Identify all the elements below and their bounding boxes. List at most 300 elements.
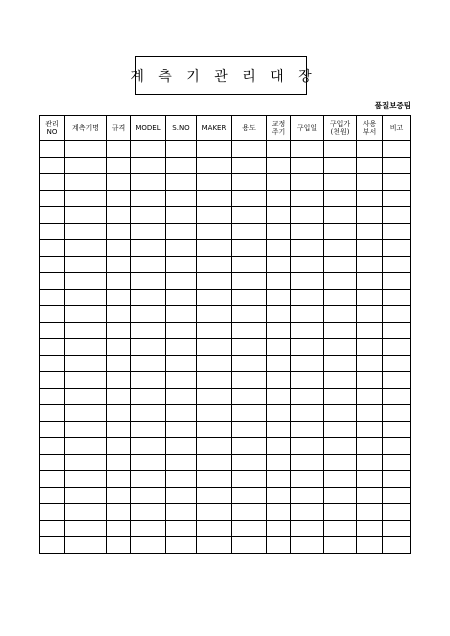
table-cell[interactable]: [166, 438, 197, 455]
table-cell[interactable]: [383, 388, 411, 405]
table-cell[interactable]: [232, 273, 267, 290]
table-cell[interactable]: [291, 438, 324, 455]
table-cell[interactable]: [232, 157, 267, 174]
table-cell[interactable]: [291, 306, 324, 323]
table-cell[interactable]: [383, 141, 411, 158]
table-cell[interactable]: [197, 223, 232, 240]
table-cell[interactable]: [197, 306, 232, 323]
table-cell[interactable]: [291, 240, 324, 257]
table-cell[interactable]: [40, 157, 65, 174]
table-cell[interactable]: [383, 174, 411, 191]
table-cell[interactable]: [131, 487, 166, 504]
table-cell[interactable]: [40, 421, 65, 438]
table-cell[interactable]: [383, 355, 411, 372]
table-cell[interactable]: [291, 372, 324, 389]
table-cell[interactable]: [65, 190, 107, 207]
table-cell[interactable]: [166, 405, 197, 422]
table-cell[interactable]: [166, 190, 197, 207]
table-cell[interactable]: [197, 454, 232, 471]
table-cell[interactable]: [324, 306, 357, 323]
table-cell[interactable]: [383, 438, 411, 455]
table-cell[interactable]: [291, 223, 324, 240]
table-cell[interactable]: [324, 355, 357, 372]
table-cell[interactable]: [40, 454, 65, 471]
table-cell[interactable]: [324, 207, 357, 224]
table-cell[interactable]: [291, 454, 324, 471]
table-cell[interactable]: [107, 438, 131, 455]
table-cell[interactable]: [40, 438, 65, 455]
table-cell[interactable]: [383, 240, 411, 257]
table-cell[interactable]: [383, 487, 411, 504]
table-cell[interactable]: [324, 289, 357, 306]
table-cell[interactable]: [267, 240, 291, 257]
table-cell[interactable]: [166, 322, 197, 339]
table-cell[interactable]: [357, 487, 383, 504]
table-cell[interactable]: [166, 157, 197, 174]
table-cell[interactable]: [40, 207, 65, 224]
table-cell[interactable]: [291, 207, 324, 224]
table-cell[interactable]: [357, 273, 383, 290]
table-cell[interactable]: [65, 520, 107, 537]
table-cell[interactable]: [324, 190, 357, 207]
table-cell[interactable]: [357, 438, 383, 455]
table-cell[interactable]: [40, 339, 65, 356]
table-cell[interactable]: [357, 454, 383, 471]
table-cell[interactable]: [65, 273, 107, 290]
table-cell[interactable]: [197, 289, 232, 306]
table-cell[interactable]: [166, 520, 197, 537]
table-cell[interactable]: [324, 438, 357, 455]
table-cell[interactable]: [324, 256, 357, 273]
table-cell[interactable]: [131, 322, 166, 339]
table-cell[interactable]: [232, 487, 267, 504]
table-cell[interactable]: [107, 421, 131, 438]
table-cell[interactable]: [232, 240, 267, 257]
table-cell[interactable]: [267, 520, 291, 537]
table-cell[interactable]: [291, 141, 324, 158]
table-cell[interactable]: [383, 405, 411, 422]
table-cell[interactable]: [197, 339, 232, 356]
table-cell[interactable]: [166, 306, 197, 323]
table-cell[interactable]: [197, 174, 232, 191]
table-cell[interactable]: [291, 322, 324, 339]
table-cell[interactable]: [131, 256, 166, 273]
table-cell[interactable]: [197, 372, 232, 389]
table-cell[interactable]: [267, 504, 291, 521]
table-cell[interactable]: [40, 273, 65, 290]
table-cell[interactable]: [166, 388, 197, 405]
table-cell[interactable]: [40, 520, 65, 537]
table-cell[interactable]: [291, 289, 324, 306]
table-cell[interactable]: [357, 322, 383, 339]
table-cell[interactable]: [166, 355, 197, 372]
table-cell[interactable]: [324, 537, 357, 554]
table-cell[interactable]: [131, 537, 166, 554]
table-cell[interactable]: [197, 207, 232, 224]
table-cell[interactable]: [40, 405, 65, 422]
table-cell[interactable]: [357, 372, 383, 389]
table-cell[interactable]: [383, 273, 411, 290]
table-cell[interactable]: [291, 339, 324, 356]
table-cell[interactable]: [291, 273, 324, 290]
table-cell[interactable]: [267, 388, 291, 405]
table-cell[interactable]: [291, 421, 324, 438]
table-cell[interactable]: [232, 421, 267, 438]
table-cell[interactable]: [324, 454, 357, 471]
table-cell[interactable]: [267, 256, 291, 273]
table-cell[interactable]: [324, 322, 357, 339]
table-cell[interactable]: [197, 273, 232, 290]
table-cell[interactable]: [107, 157, 131, 174]
table-cell[interactable]: [197, 256, 232, 273]
table-cell[interactable]: [65, 174, 107, 191]
table-cell[interactable]: [324, 157, 357, 174]
table-cell[interactable]: [65, 421, 107, 438]
table-cell[interactable]: [65, 454, 107, 471]
table-cell[interactable]: [65, 471, 107, 488]
table-cell[interactable]: [324, 223, 357, 240]
table-cell[interactable]: [232, 141, 267, 158]
table-cell[interactable]: [357, 520, 383, 537]
table-cell[interactable]: [131, 504, 166, 521]
table-cell[interactable]: [166, 537, 197, 554]
table-cell[interactable]: [232, 256, 267, 273]
table-cell[interactable]: [267, 190, 291, 207]
table-cell[interactable]: [65, 405, 107, 422]
table-cell[interactable]: [40, 240, 65, 257]
table-cell[interactable]: [267, 273, 291, 290]
table-cell[interactable]: [267, 421, 291, 438]
table-cell[interactable]: [107, 223, 131, 240]
table-cell[interactable]: [383, 190, 411, 207]
table-cell[interactable]: [383, 289, 411, 306]
table-cell[interactable]: [357, 355, 383, 372]
table-cell[interactable]: [232, 471, 267, 488]
table-cell[interactable]: [40, 141, 65, 158]
table-cell[interactable]: [166, 256, 197, 273]
table-cell[interactable]: [324, 372, 357, 389]
table-cell[interactable]: [291, 487, 324, 504]
table-cell[interactable]: [232, 289, 267, 306]
table-cell[interactable]: [131, 273, 166, 290]
table-cell[interactable]: [40, 256, 65, 273]
table-cell[interactable]: [65, 306, 107, 323]
table-cell[interactable]: [357, 421, 383, 438]
table-cell[interactable]: [267, 454, 291, 471]
table-cell[interactable]: [40, 504, 65, 521]
table-cell[interactable]: [324, 471, 357, 488]
table-cell[interactable]: [383, 223, 411, 240]
table-cell[interactable]: [291, 471, 324, 488]
table-cell[interactable]: [357, 157, 383, 174]
table-cell[interactable]: [107, 537, 131, 554]
table-cell[interactable]: [107, 190, 131, 207]
table-cell[interactable]: [197, 421, 232, 438]
table-cell[interactable]: [65, 207, 107, 224]
table-cell[interactable]: [131, 339, 166, 356]
table-cell[interactable]: [291, 157, 324, 174]
table-cell[interactable]: [166, 289, 197, 306]
table-cell[interactable]: [131, 421, 166, 438]
table-cell[interactable]: [65, 372, 107, 389]
table-cell[interactable]: [197, 504, 232, 521]
table-cell[interactable]: [267, 471, 291, 488]
table-cell[interactable]: [232, 504, 267, 521]
table-cell[interactable]: [291, 256, 324, 273]
table-cell[interactable]: [40, 289, 65, 306]
table-cell[interactable]: [232, 520, 267, 537]
table-cell[interactable]: [65, 322, 107, 339]
table-cell[interactable]: [131, 306, 166, 323]
table-cell[interactable]: [291, 355, 324, 372]
table-cell[interactable]: [232, 537, 267, 554]
table-cell[interactable]: [131, 190, 166, 207]
table-cell[interactable]: [232, 207, 267, 224]
table-cell[interactable]: [383, 504, 411, 521]
table-cell[interactable]: [40, 537, 65, 554]
table-cell[interactable]: [40, 355, 65, 372]
table-cell[interactable]: [267, 339, 291, 356]
table-cell[interactable]: [291, 174, 324, 191]
table-cell[interactable]: [291, 504, 324, 521]
table-cell[interactable]: [65, 339, 107, 356]
table-cell[interactable]: [107, 207, 131, 224]
table-cell[interactable]: [357, 190, 383, 207]
table-cell[interactable]: [65, 157, 107, 174]
table-cell[interactable]: [40, 372, 65, 389]
table-cell[interactable]: [267, 372, 291, 389]
table-cell[interactable]: [166, 372, 197, 389]
table-cell[interactable]: [107, 355, 131, 372]
table-cell[interactable]: [291, 405, 324, 422]
table-cell[interactable]: [291, 537, 324, 554]
table-cell[interactable]: [383, 207, 411, 224]
table-cell[interactable]: [107, 240, 131, 257]
table-cell[interactable]: [197, 240, 232, 257]
table-cell[interactable]: [197, 537, 232, 554]
table-cell[interactable]: [291, 388, 324, 405]
table-cell[interactable]: [131, 471, 166, 488]
table-cell[interactable]: [197, 438, 232, 455]
table-cell[interactable]: [65, 504, 107, 521]
table-cell[interactable]: [107, 306, 131, 323]
table-cell[interactable]: [197, 141, 232, 158]
table-cell[interactable]: [291, 190, 324, 207]
table-cell[interactable]: [197, 157, 232, 174]
table-cell[interactable]: [107, 256, 131, 273]
table-cell[interactable]: [197, 388, 232, 405]
table-cell[interactable]: [324, 388, 357, 405]
table-cell[interactable]: [197, 520, 232, 537]
table-cell[interactable]: [40, 471, 65, 488]
table-cell[interactable]: [383, 157, 411, 174]
table-cell[interactable]: [65, 256, 107, 273]
table-cell[interactable]: [267, 289, 291, 306]
table-cell[interactable]: [267, 537, 291, 554]
table-cell[interactable]: [232, 372, 267, 389]
table-cell[interactable]: [357, 537, 383, 554]
table-cell[interactable]: [357, 256, 383, 273]
table-cell[interactable]: [131, 454, 166, 471]
table-cell[interactable]: [357, 339, 383, 356]
table-cell[interactable]: [267, 355, 291, 372]
table-cell[interactable]: [166, 207, 197, 224]
table-cell[interactable]: [232, 339, 267, 356]
table-cell[interactable]: [324, 240, 357, 257]
table-cell[interactable]: [131, 388, 166, 405]
table-cell[interactable]: [166, 454, 197, 471]
table-cell[interactable]: [166, 223, 197, 240]
table-cell[interactable]: [131, 223, 166, 240]
table-cell[interactable]: [232, 174, 267, 191]
table-cell[interactable]: [383, 256, 411, 273]
table-cell[interactable]: [267, 405, 291, 422]
table-cell[interactable]: [383, 520, 411, 537]
table-cell[interactable]: [65, 223, 107, 240]
table-cell[interactable]: [197, 190, 232, 207]
table-cell[interactable]: [383, 421, 411, 438]
table-cell[interactable]: [107, 471, 131, 488]
table-cell[interactable]: [357, 405, 383, 422]
table-cell[interactable]: [357, 289, 383, 306]
table-cell[interactable]: [107, 273, 131, 290]
table-cell[interactable]: [131, 405, 166, 422]
table-cell[interactable]: [232, 190, 267, 207]
table-cell[interactable]: [357, 174, 383, 191]
table-cell[interactable]: [232, 388, 267, 405]
table-cell[interactable]: [107, 454, 131, 471]
table-cell[interactable]: [232, 438, 267, 455]
table-cell[interactable]: [324, 339, 357, 356]
table-cell[interactable]: [324, 504, 357, 521]
table-cell[interactable]: [131, 207, 166, 224]
table-cell[interactable]: [267, 487, 291, 504]
table-cell[interactable]: [357, 223, 383, 240]
table-cell[interactable]: [357, 141, 383, 158]
table-cell[interactable]: [166, 504, 197, 521]
table-cell[interactable]: [357, 504, 383, 521]
table-cell[interactable]: [197, 487, 232, 504]
table-cell[interactable]: [131, 141, 166, 158]
table-cell[interactable]: [40, 174, 65, 191]
table-cell[interactable]: [65, 240, 107, 257]
table-cell[interactable]: [383, 339, 411, 356]
table-cell[interactable]: [197, 322, 232, 339]
table-cell[interactable]: [383, 454, 411, 471]
table-cell[interactable]: [324, 405, 357, 422]
table-cell[interactable]: [107, 174, 131, 191]
table-cell[interactable]: [357, 471, 383, 488]
table-cell[interactable]: [40, 322, 65, 339]
table-cell[interactable]: [267, 306, 291, 323]
table-cell[interactable]: [232, 223, 267, 240]
table-cell[interactable]: [197, 355, 232, 372]
table-cell[interactable]: [267, 174, 291, 191]
table-cell[interactable]: [166, 471, 197, 488]
table-cell[interactable]: [383, 322, 411, 339]
table-cell[interactable]: [232, 405, 267, 422]
table-cell[interactable]: [324, 487, 357, 504]
table-cell[interactable]: [166, 421, 197, 438]
table-cell[interactable]: [65, 438, 107, 455]
table-cell[interactable]: [107, 372, 131, 389]
table-cell[interactable]: [357, 306, 383, 323]
table-cell[interactable]: [107, 504, 131, 521]
table-cell[interactable]: [232, 454, 267, 471]
table-cell[interactable]: [267, 322, 291, 339]
table-cell[interactable]: [166, 339, 197, 356]
table-cell[interactable]: [232, 306, 267, 323]
table-cell[interactable]: [383, 471, 411, 488]
table-cell[interactable]: [65, 537, 107, 554]
table-cell[interactable]: [40, 306, 65, 323]
table-cell[interactable]: [267, 223, 291, 240]
table-cell[interactable]: [107, 405, 131, 422]
table-cell[interactable]: [291, 520, 324, 537]
table-cell[interactable]: [324, 141, 357, 158]
table-cell[interactable]: [131, 157, 166, 174]
table-cell[interactable]: [131, 438, 166, 455]
table-cell[interactable]: [131, 289, 166, 306]
table-cell[interactable]: [40, 223, 65, 240]
table-cell[interactable]: [131, 372, 166, 389]
table-cell[interactable]: [267, 141, 291, 158]
table-cell[interactable]: [232, 355, 267, 372]
table-cell[interactable]: [197, 405, 232, 422]
table-cell[interactable]: [267, 157, 291, 174]
table-cell[interactable]: [197, 471, 232, 488]
table-cell[interactable]: [65, 141, 107, 158]
table-cell[interactable]: [383, 537, 411, 554]
table-cell[interactable]: [65, 355, 107, 372]
table-cell[interactable]: [107, 520, 131, 537]
table-cell[interactable]: [40, 388, 65, 405]
table-cell[interactable]: [131, 355, 166, 372]
table-cell[interactable]: [40, 487, 65, 504]
table-cell[interactable]: [107, 487, 131, 504]
table-cell[interactable]: [131, 520, 166, 537]
table-cell[interactable]: [383, 372, 411, 389]
table-cell[interactable]: [357, 240, 383, 257]
table-cell[interactable]: [166, 487, 197, 504]
table-cell[interactable]: [267, 207, 291, 224]
table-cell[interactable]: [383, 306, 411, 323]
table-cell[interactable]: [324, 421, 357, 438]
table-cell[interactable]: [324, 273, 357, 290]
table-cell[interactable]: [131, 174, 166, 191]
table-cell[interactable]: [166, 273, 197, 290]
table-cell[interactable]: [324, 520, 357, 537]
table-cell[interactable]: [40, 190, 65, 207]
table-cell[interactable]: [357, 388, 383, 405]
table-cell[interactable]: [65, 487, 107, 504]
table-cell[interactable]: [166, 240, 197, 257]
table-cell[interactable]: [107, 141, 131, 158]
table-cell[interactable]: [267, 438, 291, 455]
table-cell[interactable]: [232, 322, 267, 339]
table-cell[interactable]: [324, 174, 357, 191]
table-cell[interactable]: [107, 322, 131, 339]
table-cell[interactable]: [166, 174, 197, 191]
table-cell[interactable]: [357, 207, 383, 224]
table-cell[interactable]: [65, 388, 107, 405]
table-cell[interactable]: [166, 141, 197, 158]
table-cell[interactable]: [131, 240, 166, 257]
table-cell[interactable]: [107, 388, 131, 405]
table-cell[interactable]: [107, 339, 131, 356]
table-cell[interactable]: [65, 289, 107, 306]
table-cell[interactable]: [107, 289, 131, 306]
